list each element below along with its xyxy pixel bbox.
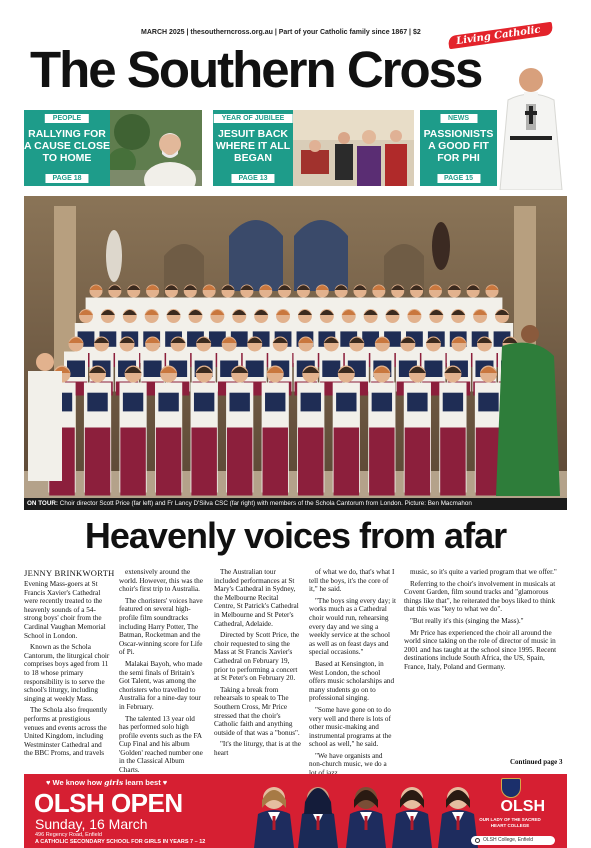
teaser-page: PAGE 15: [437, 174, 480, 183]
teaser-tag: PEOPLE: [45, 114, 89, 123]
article-paragraph: "But really it's this (singing the Mass).": [410, 616, 524, 625]
search-icon: [475, 838, 480, 843]
ad-logo-text: OLSH: [500, 798, 545, 815]
ad-date: Sunday, 16 March: [35, 816, 148, 832]
article-paragraph: Known as the Schola Cantorum, the liturgical choir comprises boys aged from 11 to 18 whose primary responsibility is to serve the school's liturgy, including singing at weekly Mass.: [24, 643, 110, 703]
tagline-badge: Living Catholic: [448, 22, 554, 49]
teaser-photo-clergy: [293, 110, 414, 186]
article-byline: JENNY BRINKWORTH: [24, 568, 115, 578]
crest-icon: [501, 778, 521, 798]
teaser-headline: JESUIT BACK WHERE IT ALL BEGAN: [215, 128, 291, 164]
article-paragraph: The choristers' voices have featured on several high-profile film soundtracks including Harry Potter, The Batman, Rocketman and the Oscar-winning score for Life of Pi.: [119, 596, 203, 657]
article-headline[interactable]: Heavenly voices from afar: [84, 515, 507, 556]
article-paragraph: The Schola also frequently performs at prestigious venues and events across the United Kingdom, including Westminster Cathedral and the BBC Proms, and travels: [24, 706, 108, 758]
heart-icon: ♥: [46, 778, 53, 787]
teaser-page: PAGE 18: [45, 174, 88, 183]
caption-label: ON TOUR:: [27, 500, 59, 507]
article-paragraph: Evening Mass-goers at St Francis Xavier's Cathedral were recently treated to the heavenly sounds of a 54-strong boys' choir from the Cardinal Vaughan Memorial School in London.: [24, 580, 106, 640]
olsh-advert[interactable]: [24, 774, 567, 848]
caption-text: Choir director Scott Price (far left) and Fr Lancy D'Silva CSC (far right) with members of the Schola Cantorum from London. Picture: Ben Macmahon: [58, 500, 472, 507]
teaser-tag: NEWS: [440, 114, 477, 123]
continued-link[interactable]: Continued page 3: [510, 758, 563, 766]
ad-search-pill[interactable]: [471, 836, 555, 845]
article-paragraph: music, so it's quite a varied program that we offer.": [410, 568, 557, 576]
article-paragraph: "Some have gone on to do very well and there is lots of other music-making and instrumental programs at the school as well," he said.: [309, 705, 392, 749]
teaser-headline: RALLYING FOR A CAUSE CLOSE TO HOME: [24, 128, 110, 164]
article-column-2: [119, 568, 206, 778]
article-paragraph: The Australian tour included performances at St Mary's Cathedral in Sydney, the Melbourne Recital Centre, St Patrick's Cathedral in Melbourne and St Peter's Cathedral, Adelaide.: [214, 568, 299, 628]
teaser-tag: YEAR OF JUBILEE: [214, 114, 293, 123]
teaser-headline: PASSIONISTS A GOOD FIT FOR PHI: [423, 128, 494, 164]
ad-search-text: OLSH College, Enfield: [483, 837, 534, 843]
article-paragraph: "We have organists and non-church music, we do a: [309, 751, 387, 769]
ad-slogan: [46, 778, 167, 787]
article-paragraph: Based at Kensington, in West London, the school offers music scholarships and many students go on to professional singing.: [309, 659, 395, 703]
article-column-4: [309, 568, 396, 781]
article-column-5: [404, 568, 567, 675]
ad-students-photo: [252, 778, 480, 848]
article-paragraph: extensively around the world. However, this was the choir's first trip to Australia.: [119, 568, 203, 594]
teaser-jubilee[interactable]: [213, 110, 293, 186]
article-paragraph: Taking a break from rehearsals to speak to The Southern Cross, Mr Price stressed that the choir's Catholic faith and anything outside of that was a "bonus".: [214, 685, 300, 737]
ad-school-line: A CATHOLIC SECONDARY SCHOOL FOR GIRLS IN YEARS 7 – 12: [35, 839, 206, 845]
article-paragraph: Malakai Bayoh, who made the semi finals of Britain's Got Talent, was among the choristers who travelled to Australia for a nine-day tour in February.: [119, 659, 203, 711]
ad-slogan-post: learn best: [123, 778, 161, 787]
teaser-people[interactable]: [24, 110, 110, 186]
teaser-photo-man: [110, 110, 202, 186]
article-column-1: [24, 580, 111, 761]
teaser-news[interactable]: [420, 110, 497, 186]
article-paragraph: Mr Price has experienced the choir all around the world since taking on the role of director of music in 2001 and has taught at the school since 1995. Recent destinations include South Africa, the US, Spain, France, Italy, Poland and Germany.: [404, 628, 557, 671]
heart-icon: ♥: [160, 778, 168, 787]
main-photo-choir: [24, 196, 567, 508]
photo-caption: [24, 498, 567, 510]
article-column-3: [214, 568, 301, 760]
article-paragraph: Directed by Scott Price, the choir requested to sing the Mass at St Francis Xavier's Cathedral on February 19, prior to performing a concert at St Peter's on February 20.: [214, 631, 300, 683]
article-paragraph: of what we do, that's what I tell the boys, it's the core of it," he said.: [309, 568, 395, 594]
article-paragraph: "The boys sing every day; it works much as a Cathedral choir would run, rehearsing every day and we sing a weekly service at the school as well as on feast days and special occasions.": [309, 596, 396, 657]
article-paragraph: Referring to the choir's involvement in musicals at Covent Garden, film sound tracks and "glamorous things like that", he reiterated the boys liked to think that this was "key to what we do".: [404, 579, 556, 614]
ad-title: OLSH OPEN: [34, 788, 183, 818]
ad-logo-sub: OUR LADY OF THE SACRED HEART COLLEGE: [479, 817, 541, 828]
priest-cutout: [496, 60, 566, 190]
issue-line: MARCH 2025 | thesoutherncross.org.au | Part of your Catholic family since 1867 | $2: [141, 29, 421, 36]
masthead-title[interactable]: The Southern Cross: [30, 41, 482, 98]
ad-slogan-pre: We know how: [52, 778, 105, 787]
article-paragraph: The talented 13 year old has performed solo high profile events such as the FA Cup Final and his album 'Golden' reached number one in the Classical Album Charts.: [119, 714, 203, 775]
ad-address: 496 Regency Road, Enfield: [35, 832, 102, 838]
teaser-page: PAGE 13: [231, 174, 274, 183]
ad-slogan-em: girls: [104, 778, 124, 787]
article-paragraph: "It's the liturgy, that is at the heart: [214, 740, 301, 757]
